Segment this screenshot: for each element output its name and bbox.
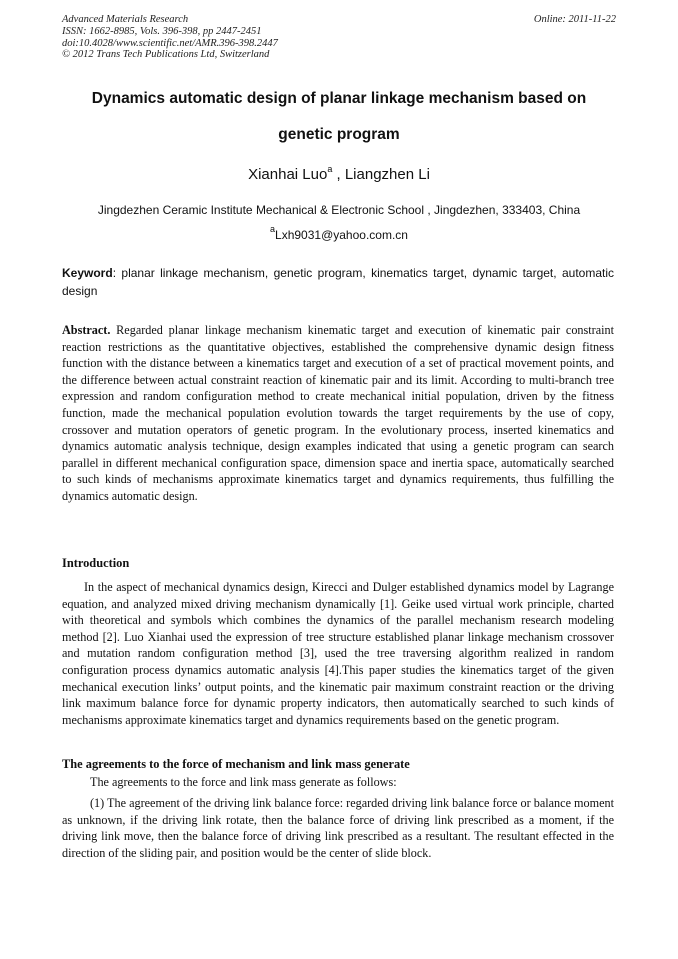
email-line [62,224,616,242]
keyword-text: : planar linkage mechanism, genetic program, kinematics target, dynamic target, automatic design [62,266,614,298]
agreements-intro: The agreements to the force and link mass generate as follows: [90,775,397,789]
agreements-heading: The agreements to the force of mechanism and link mass generate [62,757,410,771]
journal-name: Advanced Materials Research [62,14,189,25]
author-2: Liangzhen Li [344,166,430,183]
abstract-label: Abstract. [62,323,111,337]
affiliation: Jingdezhen Ceramic Institute Mechanical & Electronic School , Jingdezhen, 333403, China [97,203,581,217]
copyright-line: © 2012 Trans Tech Publications Ltd, Switzerland [62,49,270,61]
author-separator: , [332,166,345,183]
abstract-text: Regarded planar linkage mechanism kinematic target and execution of kinematic pair constraint reaction restrictions as the quantitative objectives, established the comprehensive dynamic design fitness function with the distance between a kinematics target and execution of a set of practical movement points, and the difference between actual constraint reaction of kinematic pair and its limit. According to multi-branch tree expression and random configuration method to create mechanical initial population, driven by the fitness function, made the mechanical population evolution towards the target requirements by the use of copy, crossover and mutation operators of genetic program. In the evolutionary process, inserted kinematics and dynamics automatic analysis technique, design examples indicated that using a genetic program can search parallel in different mechanical configuration space, dimension space and inertia space, automatically searched to such kinds of mechanisms approximate kinematics target and dynamics requirements, thus fulfilling the dynamics automatic design. [62,323,614,503]
journal-header [62,14,616,61]
keywords [62,264,614,300]
email-affiliation-mark: a [270,224,276,234]
authors [62,166,616,183]
email-address: Lxh9031@yahoo.com.cn [275,228,408,242]
agreements-item-1: (1) The agreement of the driving link balance force: regarded driving link balance force or balance moment as unknown, if the driving link rotate, then the balance force of driving link prescribed as a moment, if the driving link move, then the balance force of driving link prescribed as a resultant. The resultant effected in the direction of the sliding pair, and position would be the center of slide block. [62,796,614,860]
paper-title-line-1: Dynamics automatic design of planar linkage mechanism based on [91,90,587,107]
online-date: Online: 2011-11-22 [533,14,616,25]
abstract [62,322,614,505]
keyword-label: Keyword [62,266,113,280]
introduction-paragraph: In the aspect of mechanical dynamics design, Kirecci and Dulger established dynamics model by Lagrange equation, and analyzed mixed driving mechanism dynamically [1]. Geike used virtual work principle, charted with theoretical and symbols which combines the dynamics of the parallel mechanism research modeling method [2]. Luo Xianhai used the expression of tree structure established planar linkage mechanism crossover and mutation random configuration method [3], used the tree traversing algorithm realized in random configuration process dynamics automatic analysis [4].This paper studies the kinematics target of the given mechanical execution links’ output points, and the kinematic pair maximum constraint reaction or the driving link maximum balance force for dynamic property indicators, then automatically searched to such kinds of mechanisms approximate kinematics target and dynamics requirements based on the genetic program. [62,580,614,727]
author-1: Xianhai Luo [248,166,328,183]
doi-line: doi:10.4028/www.scientific.net/AMR.396-398.2447 [62,37,278,49]
issn-line: ISSN: 1662-8985, Vols. 396-398, pp 2447-2451 [62,25,262,37]
author-1-affiliation-mark: a [327,164,333,174]
paper-title-line-2: genetic program [278,126,400,143]
introduction-heading: Introduction [62,556,130,570]
